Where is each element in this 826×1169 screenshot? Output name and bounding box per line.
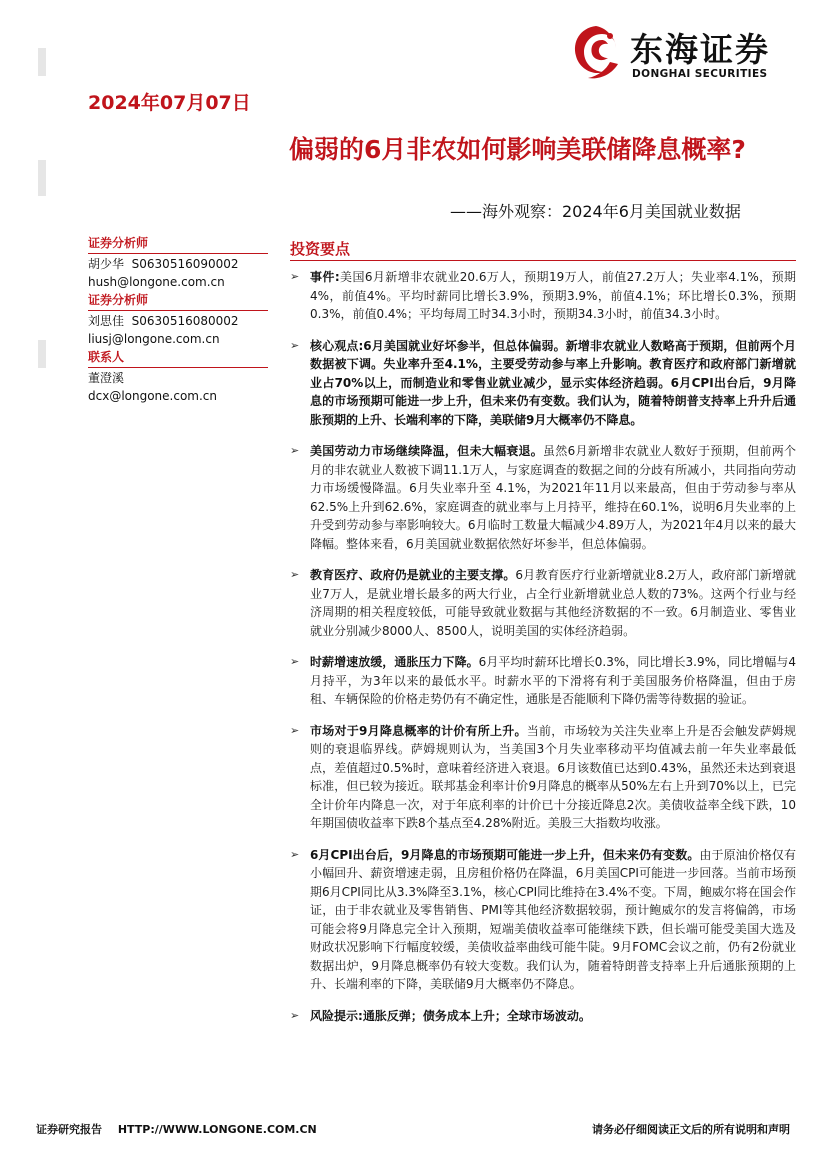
key-point-text: [310, 268, 796, 324]
key-point-text: [310, 442, 796, 553]
key-point-body: 通胀反弹；债务成本上升；全球市场波动。: [362, 1008, 591, 1023]
key-point-item: [290, 566, 796, 640]
key-point-lead: 时薪增速放缓，通胀压力下降。: [310, 655, 479, 669]
key-point-text: [310, 722, 796, 833]
key-point-lead: 6月CPI出台后，9月降息的市场预期可能进一步上升，但未来仍有变数。: [310, 847, 700, 862]
analyst-block: [88, 234, 268, 291]
analyst-panel: [88, 234, 268, 405]
key-point-item: [290, 722, 796, 833]
analyst-name: 刘思佳: [88, 314, 125, 328]
bullet-arrow-icon: ➢: [290, 723, 300, 737]
footer-report-type: 证券研究报告: [36, 1123, 102, 1136]
bullet-arrow-icon: ➢: [290, 270, 300, 283]
footer-notice: 请务必仔细阅读正文后的所有说明和声明: [592, 1123, 790, 1136]
bullet-arrow-icon: ➢: [290, 444, 300, 457]
brand-name-en: DONGHAI SECURITIES: [632, 68, 768, 80]
key-point-text: [310, 846, 796, 994]
key-points-list: [290, 268, 796, 1038]
key-point-lead: 核心观点:: [310, 338, 364, 353]
bullet-arrow-icon: ➢: [290, 1008, 300, 1022]
footer-left: [36, 1121, 329, 1137]
analyst-name-cert: [88, 253, 268, 273]
key-point-item: [290, 653, 796, 709]
brand-logo: [566, 22, 796, 84]
footer-url[interactable]: HTTP://WWW.LONGONE.COM.CN: [117, 1123, 317, 1136]
contact-email[interactable]: dcx@longone.com.cn: [88, 389, 218, 403]
analyst-cert: S0630516090002: [131, 257, 239, 271]
analyst-name: 胡少华: [88, 257, 125, 271]
section-divider: [290, 260, 796, 261]
key-point-body: 6月教育医疗行业新增就业8.2万人，政府部门新增就业7万人，是就业增长最多的两大行业，占全行业新增就业总人数的73%。这两个行业与经济周期的相关程度较低，可能导致就业数据与其他经济数据的不一致。6月制造业、零售业就业分别减少8000人、8500人，说明美国的实体经济趋弱。: [310, 568, 796, 638]
key-point-item: [290, 846, 796, 994]
analyst-name-cert: [88, 310, 268, 330]
key-point-body: 6月平均时薪环比增长0.3%，同比增长3.9%，同比增幅与4月持平，为3年以来的最低水平。时薪水平的下滑将有利于美国服务价格降温，但由于房租、车辆保险的价格走势仍有不确定性，通胀是否能顺利下降仍需等待数据的验证。: [310, 655, 796, 706]
key-point-lead: 美国劳动力市场继续降温，但未大幅衰退。: [310, 444, 544, 458]
analyst-label: 证券分析师: [88, 236, 149, 250]
analyst-cert: S0630516080002: [131, 314, 239, 328]
key-point-body: 由于原油价格仅有小幅回升、薪资增速走弱，且房租价格仍在降温，6月美国CPI可能进一步回落。当前市场预期6月CPI同比从3.3%降至3.1%，核心CPI同比维持在3.4%不变。下周，鲍威尔将在国会作证，由于非农就业及零售销售、PMI等其他经济数据较弱，预计鲍威尔的发言将偏鸽，市场可能会将9月降息完全计入预期，短端美债收益率可能继续下跌，但长端可能受美国大选及财政状况影响下行幅度较缓，美债收益率曲线可能牛陡。9月FOMC会议之前，仍有2份就业数据出炉，9月降息概率仍有较大变数。我们认为，随着特朗普支持率上升后通胀预期的上升、长端利率的下降，美联储9月大概率仍不降息。: [310, 847, 796, 991]
key-point-body: 6月美国就业好坏参半，但总体偏弱。新增非农就业人数略高于预期，但前两个月数据被下调。失业率升至4.1%，主要受劳动参与率上升影响。教育医疗和政府部门新增就业占70%以上，而制造业和零售业就业减少，显示实体经济趋弱。6月CPI出台后，9月降息的市场预期可能进一步上升，但未来仍有变数。我们认为，随着特朗普支持率上升升后通胀预期的上升、长端利率的下降，美联储9月大概率仍不降息。: [310, 338, 796, 427]
analyst-label: 证券分析师: [88, 293, 149, 307]
key-point-body: 美国6月新增非农就业20.6万人，预期19万人，前值27.2万人；失业率4.1%，预期4%，前值4%。平均时薪同比增长3.9%，预期3.9%，前值4.1%；环比增长0.3%，预期0.3%，前值0.4%；平均每周工时34.3小时，预期34.3小时，前值34.3小时。: [310, 270, 796, 321]
key-point-lead: 事件:: [310, 270, 340, 284]
contact-name: 董澄溪: [88, 367, 268, 387]
key-point-body: 当前，市场较为关注失业率上升是否会触发萨姆规则的衰退临界线。萨姆规则认为，当美国3个月失业率移动平均值减去前一年失业率最低点，差值超过0.5%时，意味着经济进入衰退。6月该数值已达到0.43%，虽然还未达到衰退标准，但已较为接近。联邦基金利率计价9月降息的概率从50%左右上升到70%以上，已完全计价年内降息一次，对于年底利率的计价已十分接近降息2次。美债收益率全线下跌，10年期国债收益率下跌8个基点至4.28%附近。美股三大指数均收涨。: [310, 723, 796, 830]
bullet-arrow-icon: ➢: [290, 568, 300, 581]
key-point-text: [310, 1007, 796, 1026]
bullet-arrow-icon: ➢: [290, 847, 300, 861]
brand-name-cn: 东海证券: [630, 30, 770, 69]
analyst-email[interactable]: liusj@longone.com.cn: [88, 332, 220, 346]
key-point-item: [290, 268, 796, 324]
bullet-arrow-icon: ➢: [290, 338, 300, 352]
key-point-item: [290, 337, 796, 430]
key-point-body: 虽然6月新增非农就业人数好于预期，但前两个月的非农就业人数被下调11.1万人，与家庭调查的数据之间的分歧有所减小，共同指向劳动力市场缓慢降温。6月失业率升至 4.1%，为2021年11月以来最高，但由于劳动参与率从62.5%上升到62.6%，家庭调查的就业率与上月持平，维持在60.1%，说明6月失业率的上升受到劳动参与率影响较大。6月临时工数量大幅减少4.89万人，为2021年4月以来的最大降幅。整体来看，6月美国就业数据依然好坏参半，但总体偏弱。: [310, 444, 796, 551]
key-point-text: [310, 566, 796, 640]
report-title: 偏弱的6月非农如何影响美联储降息概率?: [289, 135, 746, 164]
analyst-block: [88, 291, 268, 348]
key-point-lead: 市场对于9月降息概率的计价有所上升。: [310, 723, 527, 738]
report-date: 2024年07月07日: [88, 92, 251, 114]
contact-block: [88, 348, 268, 405]
section-heading: 投资要点: [290, 240, 351, 258]
key-point-item: [290, 1007, 796, 1026]
key-point-text: [310, 653, 796, 709]
report-subtitle: ——海外观察：2024年6月美国就业数据: [450, 202, 741, 221]
contact-label: 联系人: [88, 350, 125, 364]
key-point-lead: 教育医疗、政府仍是就业的主要支撑。: [310, 568, 516, 582]
key-point-text: [310, 337, 796, 430]
dragon-emblem-icon: [566, 22, 626, 84]
analyst-email[interactable]: hush@longone.com.cn: [88, 275, 225, 289]
key-point-lead: 风险提示:: [310, 1008, 363, 1023]
margin-watermark-decoration: [30, 40, 54, 520]
key-point-item: [290, 442, 796, 553]
bullet-arrow-icon: ➢: [290, 655, 300, 668]
